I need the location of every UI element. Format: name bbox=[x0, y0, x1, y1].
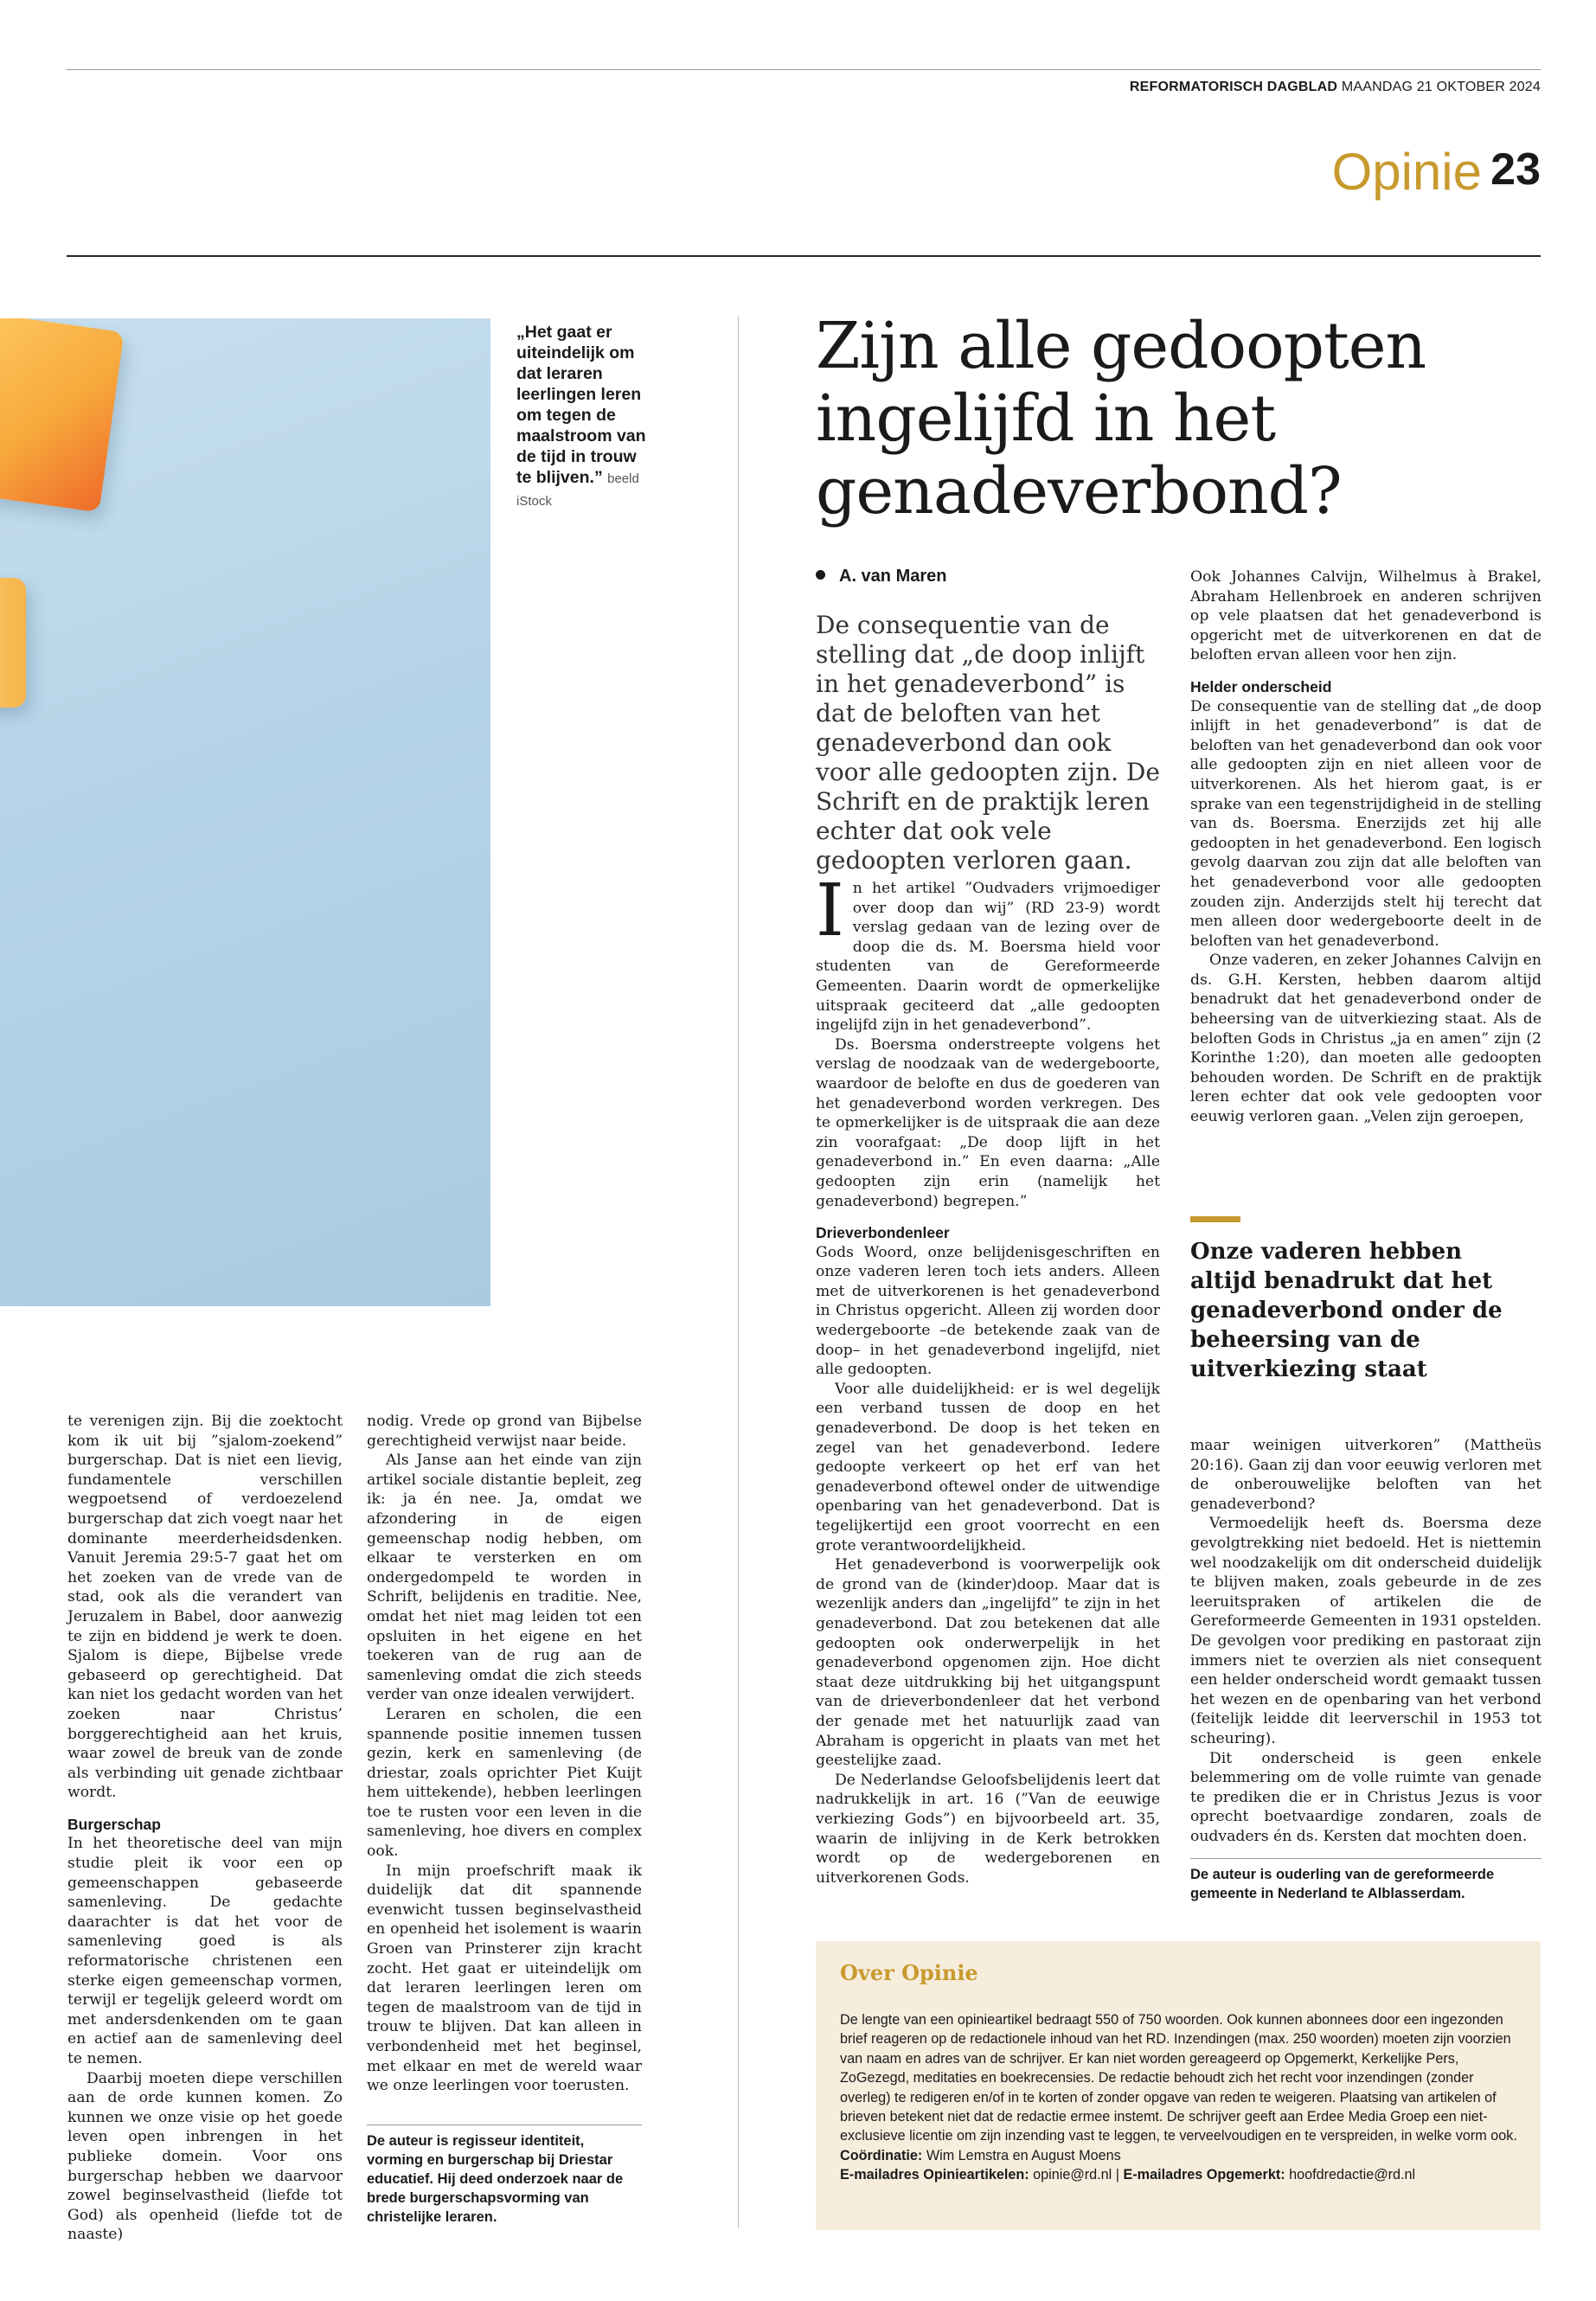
paragraph: Vermoedelijk heeft ds. Boersma deze gevolgtrekking niet bedoeld. Het is niettemin wel noodzakelijk om dit onderscheid duidelijk te blijven maken, zoals gebeurde in de zes leeruitspraken of artikelen die de Gereformeerde Gemeenten in 1931 opstelden. De gevolgen voor prediking en pastoraat zijn immers niet te overzien als niet consequent een helder onderscheid wordt gemaakt tussen het wezen en de openbaring van het verbond (feitelijk leidde dit leerverschil in 1953 tot scheuring). bbox=[1190, 1515, 1542, 1747]
paragraph: te verenigen zijn. Bij die zoektocht kom ik uit bij ”sjalom-zoekend” burgerschap. Dat is niet een lievig, fundamentele verschillen wegpoetsend of verdoezelend burgerschap dat zich voegt naar het dominante meerderheidsdenken. Vanuit Jeremia 29:5-7 gaat het om het zoeken van de vrede van de stad, ook als die verandert van Jeruzalem in Babel, door aanwezig te zijn en biddend je werk te doen. Sjalom is diepe, Bijbelse vrede gebaseerd op gerechtigheid. Dat kan niet los gedacht worden van het zoeken naar Christus’ borggerechtigheid aan het kruis, waar zowel de breuk van de zonde als verbinding uit genade zichtbaar wordt. bbox=[67, 1413, 343, 1802]
paragraph: In mijn proefschrift maak ik duidelijk dat dit spannende evenwicht tussen beginselvastheid en openheid het isolement is waarin Groen van Prinsterer zijn kracht zocht. Het gaat er uiteindelijk om dat leraren leerlingen leren om tegen de maalstroom van de tijd in trouw te blijven. Dat kan alleen in verbondenheid met het beginsel, met elkaar en met de wereld waar we onze leerlingen voor toerusten. bbox=[367, 1862, 642, 2095]
main-article-column-2-top bbox=[1190, 567, 1542, 1127]
pullquote: Onze vaderen hebben altijd benadrukt dat het genadeverbond onder de beheersing van de uitverkiezing staat bbox=[1190, 1239, 1503, 1382]
article-headline: Zijn alle gedoopten ingelijfd in het genadeverbond? bbox=[816, 309, 1426, 529]
paragraph: De Nederlandse Geloofsbelijdenis leert dat nadrukkelijk in art. 16 (”Van de eeuwige verkiezing Gods”) en bijvoorbeeld art. 35, waarin de inlijving in de Kerk betrokken wordt op de wedergeborenen en uitverkorenen Gods. bbox=[816, 1771, 1160, 1887]
intro-paragraph bbox=[816, 868, 1160, 1035]
paragraph: Ook Johannes Calvijn, Wilhelmus à Brakel, Abraham Hellenbroek en anderen schrijven op vele plaatsen dat het genadeverbond is opgericht met de uitverkorenen en dat de beloften ervan alleen voor hen zijn. bbox=[1190, 568, 1542, 664]
paragraph: Voor alle duidelijkheid: er is wel degelijk een verband tussen de doop en het genadeverbond. De doop is het teken en zegel van het genadeverbond. Iedere gedoopte verkeert op het erf van het genadeverbond oftewel onder de uitwendige openbaring van het genadeverbond. Dat is tegelijkertijd een groot voorrecht en een grote verantwoordelijkheid. bbox=[816, 1380, 1160, 1554]
email-articles-label: E-mailadres Opinieartikelen: bbox=[840, 2167, 1029, 2183]
paragraph: Onze vaderen, en zeker Johannes Calvijn en ds. G.H. Kersten, hebben daarom altijd benadrukt dat het genadeverbond onder de beheersing van de uitverkiezing staat. Als de beloften Gods in Christus „ja en amen” zijn (2 Korinthe 1:20), dan moeten alle gedoopten behouden worden. De Schrift en de praktijk leren echter dat ook vele gedoopten voor eeuwig verloren gaan. „Velen zijn geroepen, bbox=[1190, 952, 1542, 1126]
subhead-helder-onderscheid: Helder onderscheid bbox=[1190, 677, 1332, 695]
masthead bbox=[1130, 80, 1541, 95]
email-opgemerkt-link[interactable]: hoofdredactie@rd.nl bbox=[1289, 2167, 1416, 2183]
info-box-body bbox=[840, 2010, 1523, 2185]
photo-caption bbox=[516, 322, 646, 512]
info-text: De lengte van een opinieartikel bedraagt 550 of 750 woorden. Ook kunnen abonnees door een ingezonden brief reageren op de redactionele inhoud van het RD. Inzendingen (max. 250 woorden) moeten zijn voorzien van naam en adres van de schrijver. Er kan niet worden gereageerd op Opgemerkt, Kerkelijke Pers, ZoGezegd, meditaties en boekrecensies. De redactie behoudt zich het recht voor inzendingen (zonder overleg) te redigeren en/of in te korten of zonder opgave van reden te weigeren. Plaatsing van artikelen of brieven betekent niet dat de redactie ermee instemt. De schrijver geeft aan Erdee Media Groep een niet-exclusieve licentie om zijn inzending vast te leggen, te verveelvoudigen en te verspreiden, in welke vorm ook. bbox=[840, 2012, 1517, 2144]
drop-cap: I bbox=[816, 868, 844, 952]
paragraph: Dit onderscheid is geen enkele belemmering om de volle ruimte van genade te prediken die er in Christus Jezus is voor oprecht boetvaardige zondaren, zoals de oudvaders én ds. Kersten dat mochten doen. bbox=[1190, 1749, 1542, 1845]
coordination-names: Wim Lemstra en August Moens bbox=[926, 2147, 1121, 2163]
main-author-note: De auteur is ouderling van de gereformeerde gemeente in Nederland te Alblasserdam. bbox=[1190, 1867, 1495, 1901]
author-name: A. van Maren bbox=[839, 567, 947, 586]
paragraph: In het theoretische deel van mijn studie pleit ik voor een op gemeenschappen gebaseerde samenleving. De gedachte daarachter is dat het voor de samenleving goed is als reformatorische christenen een sterke eigen gemeenschap vormen, terwijl er tegelijk geleerd wordt om met andersdenkenden om te gaan en actief aan de samenleving deel te nemen. bbox=[67, 1835, 343, 2067]
byline-bullet-icon bbox=[816, 570, 825, 580]
caption-text: „Het gaat er uiteindelijk om dat leraren leerlingen leren om tegen de maalstroom van de tijd in trouw te blijven.” bbox=[516, 323, 646, 487]
info-box-title: Over Opinie bbox=[840, 1960, 978, 1985]
coordination-line bbox=[840, 2146, 1523, 2165]
coordination-label: Coördinatie: bbox=[840, 2147, 923, 2163]
paragraph: Gods Woord, onze belijdenisgeschriften en onze vaderen leren toch iets anders. Alleen met de uitverkorenen is het genadeverbond in Christus opgericht. Alleen zij worden door wedergeboorte –de betekende zaak van de doop– in het genadeverbond ingelijfd, niet alle gedoopten. bbox=[816, 1243, 1160, 1379]
paragraph: Leraren en scholen, die een spannende positie innemen tussen gezin, kerk en samenleving (de driestar, zoals oprichter Piet Kuijt hem uittekende), hebben leerlingen toe te rusten voor een leven in die samenleving, hoe divers en complex ook. bbox=[367, 1705, 642, 1861]
email-line bbox=[840, 2165, 1523, 2184]
email-articles-link[interactable]: opinie@rd.nl bbox=[1033, 2167, 1112, 2183]
article-lead: De consequentie van de stelling dat „de doop inlijft in het genadeverbond” is dat de beloften van het genadeverbond dan ook voor alle gedoopten zijn. De Schrift en de praktijk leren echter dat ook vele gedoopten verloren gaan. bbox=[816, 611, 1160, 875]
paragraph: De consequentie van de stelling dat „de doop inlijft in het genadeverbond” is dat de beloften van het genadeverbond dan ook voor alle gedoopten zijn en niet alleen voor de uitverkorenen. Als het hierom gaat, is er sprake van een tegenstrijdigheid in de stelling van ds. Boersma. Enerzijds zet hij alle gedoopten in het genadeverbond. Een logisch gevolg daarvan zou zijn dat alle beloften van het genadeverbond voor alle gedoopten zouden zijn. Anderzijds stelt hij terecht dat men alleen door wedergeboorte deelt in de beloften van het genadeverbond. bbox=[1190, 697, 1542, 950]
photo-credit: beeld iStock bbox=[516, 471, 639, 509]
over-opinie-box bbox=[816, 1941, 1541, 2230]
paragraph: Ds. Boersma onderstreepte volgens het verslag de noodzaak van de wedergeboorte, waardoor de belofte en dus de goederen van het genadeverbond worden verkregen. Des te opmerkelijker is de uitspraak die aan deze zin voorafgaat: „De doop lijft in het genadeverbond in.” En even daarna: „Alle gedoopten zijn erin (namelijk het genadeverbond) begrepen.” bbox=[816, 1035, 1160, 1210]
photo-block-orange bbox=[0, 318, 125, 512]
email-opgemerkt-label: E-mailadres Opgemerkt: bbox=[1123, 2167, 1285, 2183]
paragraph: maar weinigen uitverkoren” (Mattheüs 20:16). Gaan zij dan voor eeuwig verloren met de onberouwelijke beloften van het genadeverbond? bbox=[1190, 1437, 1542, 1513]
issue-date: MAANDAG 21 OKTOBER 2024 bbox=[1341, 80, 1541, 94]
top-rule bbox=[67, 69, 1541, 70]
main-article-column-1 bbox=[816, 868, 1160, 1888]
article-photo bbox=[0, 318, 490, 1306]
paragraph: Als Janse aan het einde van zijn artikel sociale distantie bepleit, zeg ik: ja én nee. Ja, omdat we afzondering in de eigen gemeenschap nodig hebben, om elkaar te versterken en om ondergedompeld te worden in Schrift, belijdenis en traditie. Nee, omdat het niet mag leiden tot een opsluiten in het eigene en het toekeren van de rug aan de samenleving omdat die zich steeds verder van onze idealen verwijdert. bbox=[367, 1452, 642, 1704]
paragraph: Het genadeverbond is voorwerpelijk ook de grond van de (kinder)doop. Maar dat is wezenlijk anders dan „ingelijfd” te zijn in het genadeverbond. Dat zou betekenen dat alle gedoopten ook onderwerpelijk in het genadeverbond opgenomen zijn. Hoe dicht staat deze uitdrukking bij het uitgangspunt van de drieverbondenleer dat het verbond der genade met het natuurlijk zaad van Abraham is opgericht in plaats van met het geestelijke zaad. bbox=[816, 1556, 1160, 1770]
subhead-drieverbondenleer: Drieverbondenleer bbox=[816, 1224, 950, 1242]
pullquote-accent-bar bbox=[1190, 1216, 1240, 1222]
left-article-column-1 bbox=[67, 1412, 343, 2245]
subhead-burgerschap: Burgerschap bbox=[67, 1815, 161, 1833]
intro-text: n het artikel ”Oudvaders vrijmoediger over doop dan wij” (RD 23-9) wordt verslag gedaan van de lezing over de doop die ds. M. Boersma hield voor studenten van de Gereformeerde Gemeenten. Daarin wordt de opmerkelijke uitspraak geciteerd dat „alle gedoopten ingelijfd zijn in het genadeverbond”. bbox=[816, 880, 1160, 1035]
left-author-note: De auteur is regisseur identiteit, vorming en burgerschap bij Driestar educatief. Hij deed onderzoek naar de brede burgerschapsvorming van christelijke leraren. bbox=[367, 2133, 624, 2225]
main-article-column-2-bottom bbox=[1190, 1436, 1542, 1846]
photo-block-yellow bbox=[0, 578, 26, 708]
paragraph: Daarbij moeten diepe verschillen aan de orde kunnen komen. Zo kunnen we onze visie op het goede leven open inbrengen in het publieke domein. Voor ons burgerschap hebben we daarvoor zowel beginselvastheid (liefde tot God) als openheid (liefde tot de naaste) bbox=[67, 2069, 343, 2244]
left-article-column-2 bbox=[367, 1412, 642, 2096]
newspaper-name: REFORMATORISCH DAGBLAD bbox=[1129, 80, 1338, 94]
page-number: 23 bbox=[1490, 144, 1541, 195]
main-author-note-rule bbox=[1190, 1858, 1542, 1859]
column-divider bbox=[738, 317, 739, 2228]
email-separator: | bbox=[1115, 2167, 1119, 2183]
byline bbox=[816, 567, 946, 586]
paragraph: nodig. Vrede op grond van Bijbelse gerechtigheid verwijst naar beide. bbox=[367, 1413, 642, 1450]
section-title: Opinie bbox=[1331, 143, 1482, 201]
header-rule bbox=[67, 255, 1541, 257]
